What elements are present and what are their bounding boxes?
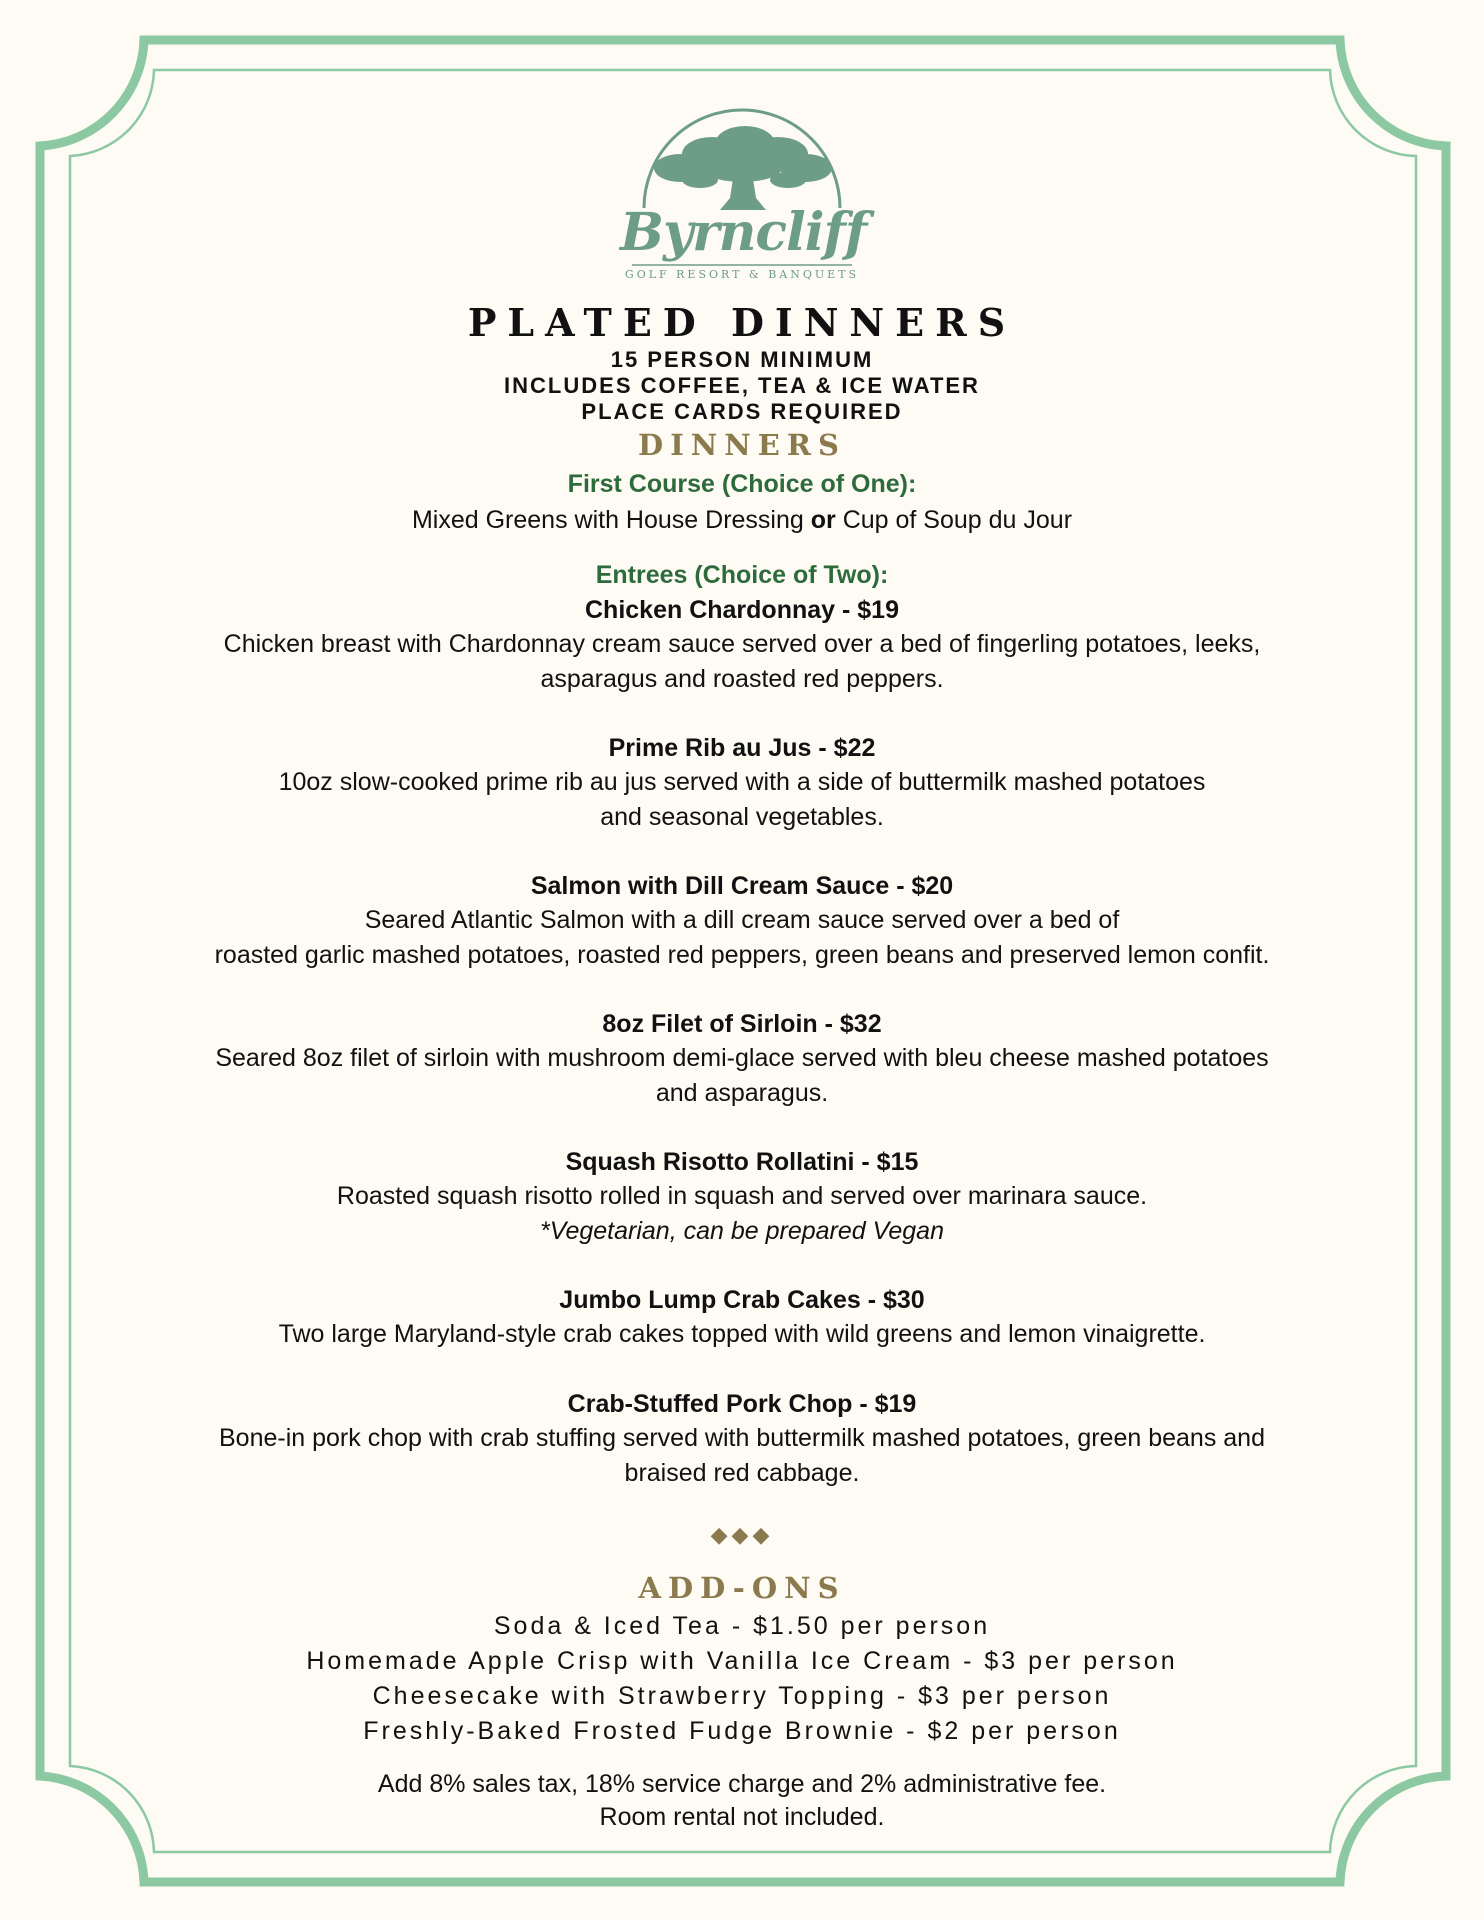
entree-name: Squash Risotto Rollatini - $15 — [565, 1148, 919, 1176]
entree-description: 10oz slow-cooked prime rib au jus served with a side of buttermilk mashed potatoes — [278, 768, 1206, 796]
first-course-option: Cup of Soup du Jour — [842, 506, 1073, 534]
section-heading-addons: ADD-ONS — [638, 1571, 846, 1605]
entree-description: and asparagus. — [655, 1079, 829, 1107]
addon-item: Freshly-Baked Frosted Fudge Brownie - $2 per person — [363, 1717, 1121, 1745]
entree-name: Jumbo Lump Crab Cakes - $30 — [559, 1286, 925, 1314]
entree-description: Two large Maryland-style crab cakes topped with wild greens and lemon vinaigrette. — [278, 1320, 1206, 1348]
entree-name: Chicken Chardonnay - $19 — [585, 596, 899, 624]
entree-description: asparagus and roasted red peppers. — [540, 665, 944, 693]
entree-name: 8oz Filet of Sirloin - $32 — [602, 1010, 882, 1038]
entree-description: Chicken breast with Chardonnay cream sauce served over a bed of fingerling potatoes, leeks, — [223, 630, 1261, 658]
entree-name: Prime Rib au Jus - $22 — [608, 734, 876, 762]
entree-item — [100, 1283, 1384, 1352]
entree-name: Salmon with Dill Cream Sauce - $20 — [530, 872, 954, 900]
footer-line: Add 8% sales tax, 18% service charge and 2% administrative fee. — [377, 1770, 1107, 1798]
section-heading-dinners: DINNERS — [638, 428, 846, 462]
addon-item: Soda & Iced Tea - $1.50 per person — [493, 1612, 991, 1640]
entree-description: and seasonal vegetables. — [600, 803, 884, 831]
option-connector: or — [810, 506, 836, 534]
addon-item: Cheesecake with Strawberry Topping - $3 per person — [372, 1682, 1112, 1710]
entree-item — [100, 1145, 1384, 1249]
entree-description: roasted garlic mashed potatoes, roasted red peppers, green beans and preserved lemon confit. — [214, 941, 1270, 969]
logo-wordmark: Byrncliff — [620, 202, 867, 263]
footer-line: Room rental not included. — [599, 1803, 885, 1831]
entree-note: *Vegetarian, can be prepared Vegan — [539, 1217, 944, 1245]
page-title: PLATED DINNERS — [467, 300, 1017, 345]
first-course-options — [100, 503, 1384, 538]
entree-item — [100, 593, 1384, 697]
entree-name: Crab-Stuffed Pork Chop - $19 — [567, 1390, 917, 1418]
addon-item: Homemade Apple Crisp with Vanilla Ice Cream - $3 per person — [306, 1647, 1178, 1675]
header-note: INCLUDES COFFEE, TEA & ICE WATER — [504, 373, 980, 398]
entree-description: braised red cabbage. — [624, 1459, 860, 1487]
logo-rule — [620, 263, 864, 267]
entree-description: Roasted squash risotto rolled in squash and served over marinara sauce. — [336, 1182, 1148, 1210]
entree-description: Seared Atlantic Salmon with a dill cream sauce served over a bed of — [364, 906, 1120, 934]
footer-notes — [100, 1768, 1384, 1834]
entree-description: Seared 8oz filet of sirloin with mushroom demi-glace served with bleu cheese mashed potatoes — [215, 1044, 1269, 1072]
header-note: 15 PERSON MINIMUM — [610, 347, 874, 372]
addons-list — [100, 1609, 1384, 1749]
diamond-divider: ◆◆◆ — [710, 1522, 774, 1547]
logo-tagline: GOLF RESORT & BANQUETS — [624, 268, 860, 281]
entree-item — [100, 869, 1384, 973]
entrees-label: Entrees (Choice of Two): — [595, 561, 889, 589]
entree-item — [100, 731, 1384, 835]
resort-logo — [620, 98, 867, 288]
entree-item — [100, 1387, 1384, 1491]
first-course-option: Mixed Greens with House Dressing — [411, 506, 804, 534]
first-course-label: First Course (Choice of One): — [567, 470, 917, 498]
header-notes — [100, 347, 1384, 425]
entree-description: Bone-in pork chop with crab stuffing served with buttermilk mashed potatoes, green beans and — [219, 1424, 1265, 1452]
entree-item — [100, 1007, 1384, 1111]
tree-icon — [620, 98, 864, 218]
header-note: PLACE CARDS REQUIRED — [581, 399, 903, 424]
